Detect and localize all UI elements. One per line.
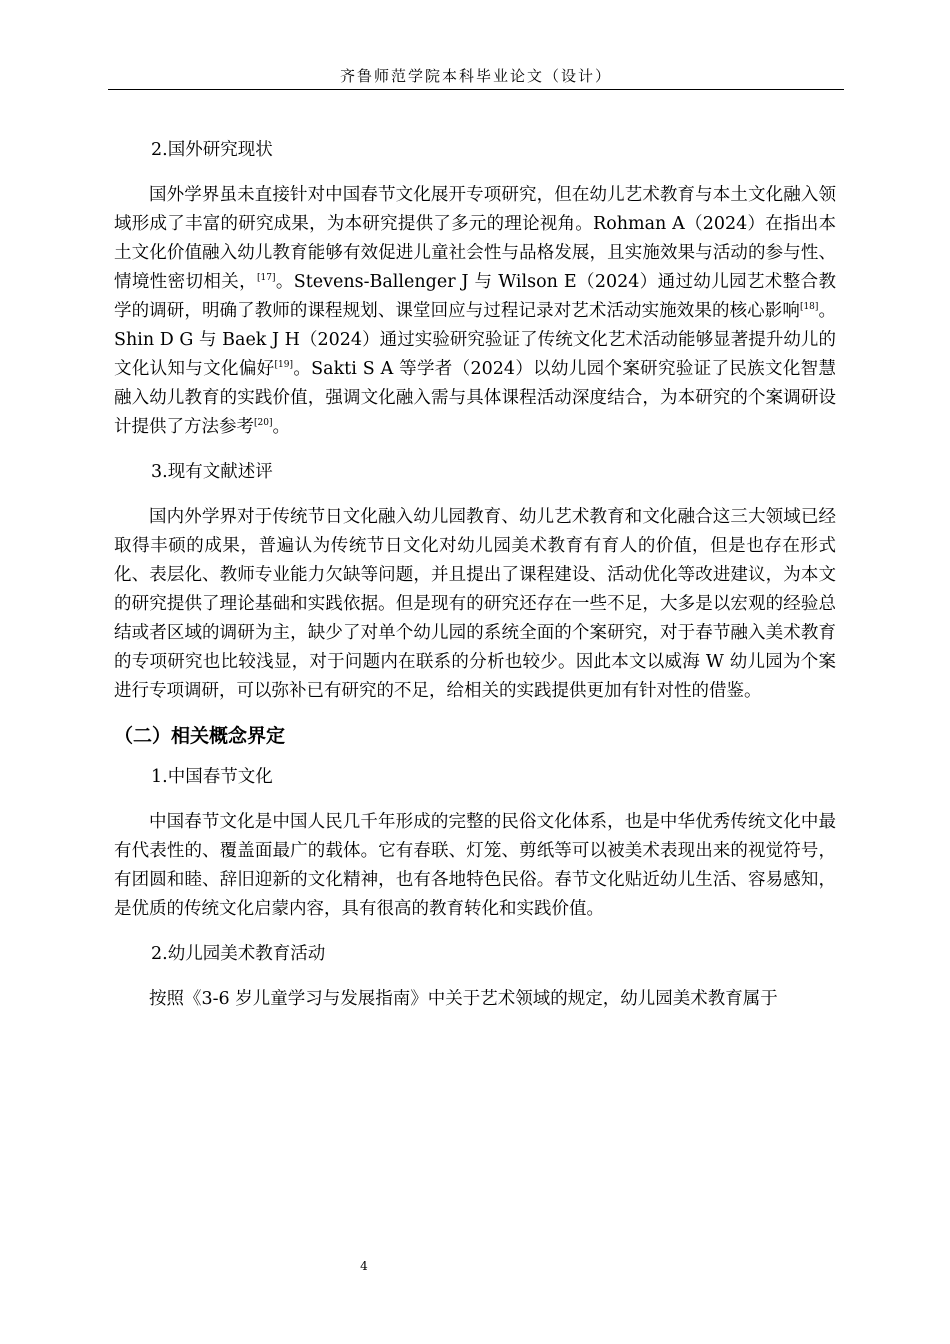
- citation-18: [18]: [799, 302, 819, 313]
- text-run: 。Stevens-Ballenger J 与 Wilson E（2024）通过幼儿园艺术整合教学的调研，明确了教师的课程规划、课堂回应与过程记录对艺术活动实施效果的核心影响: [114, 272, 837, 321]
- citation-19: [19]: [274, 360, 293, 371]
- paragraph-kindergarten-art-education: 按照《3-6 岁儿童学习与发展指南》中关于艺术领域的规定，幼儿园美术教育属于: [149, 989, 778, 1009]
- section-heading-literature-review: 3.现有文献述评: [151, 462, 273, 482]
- page-number: 4: [360, 1259, 368, 1273]
- subsection-heading-kindergarten-art-education: 2.幼儿园美术教育活动: [151, 944, 326, 964]
- paragraph-spring-festival-culture: 中国春节文化是中国人民几千年形成的完整的民俗文化体系，也是中华优秀传统文化中最有代表性的、覆盖面最广的载体。它有春联、灯笼、剪纸等可以被美术表现出来的视觉符号，有团圆和睦、辞旧迎新的文化精神，也有各地特色民俗。春节文化贴近幼儿生活、容易感知，是优质的传统文化启蒙内容，具有很高的教育转化和实践价值。: [114, 812, 836, 919]
- section-heading-concept-definition: （二）相关概念界定: [114, 725, 286, 747]
- citation-20: [20]: [254, 418, 273, 429]
- text-run: 国外学界虽未直接针对中国春节文化展开专项研究，但在幼儿艺术教育与本土文化融入领域形成了丰富的研究成果，为本研究提供了多元的理论视角。Rohman A（2024）在指出本土文化价值融入幼儿教育能够有效促进儿童社会性与品格发展，且实施效果与活动的参与性、情境性密切相关，: [114, 185, 836, 292]
- running-header: 齐鲁师范学院本科毕业论文（设计）: [339, 67, 612, 85]
- section-heading-foreign-research: 2.国外研究现状: [151, 140, 273, 160]
- header-rule: [108, 89, 844, 90]
- paragraph-literature-review: 国内外学界对于传统节日文化融入幼儿园教育、幼儿艺术教育和文化融合这三大领域已经取得丰硕的成果，普遍认为传统节日文化对幼儿园美术教育有育人的价值，但是也存在形式化、表层化、教师专业能力欠缺等问题，并且提出了课程建设、活动优化等改进建议，为本文的研究提供了理论基础和实践依据。但是现有的研究还存在一些不足，大多是以宏观的经验总结或者区域的调研为主，缺少了对单个幼儿园的系统全面的个案研究，对于春节融入美术教育的专项研究也比较浅显，对于问题内在联系的分析也较少。因此本文以威海 W 幼儿园为个案进行专项调研，可以弥补已有研究的不足，给相关的实践提供更加有针对性的借鉴。: [114, 507, 836, 701]
- paragraph-foreign-research: [114, 181, 836, 442]
- subsection-heading-spring-festival-culture: 1.中国春节文化: [151, 767, 273, 787]
- body-text: [114, 136, 836, 1030]
- text-run: 。Shin D G 与 Baek J H（2024）通过实验研究验证了传统文化艺术活动能够显著提升幼儿的文化认知与文化偏好: [114, 301, 837, 379]
- text-run: 。Sakti S A 等学者（2024）以幼儿园个案研究验证了民族文化智慧融入幼儿教育的实践价值，强调文化融入需与具体课程活动深度结合，为本研究的个案调研设计提供了方法参考: [114, 359, 836, 437]
- citation-17: [17]: [257, 273, 276, 284]
- text-run: 。: [272, 417, 290, 437]
